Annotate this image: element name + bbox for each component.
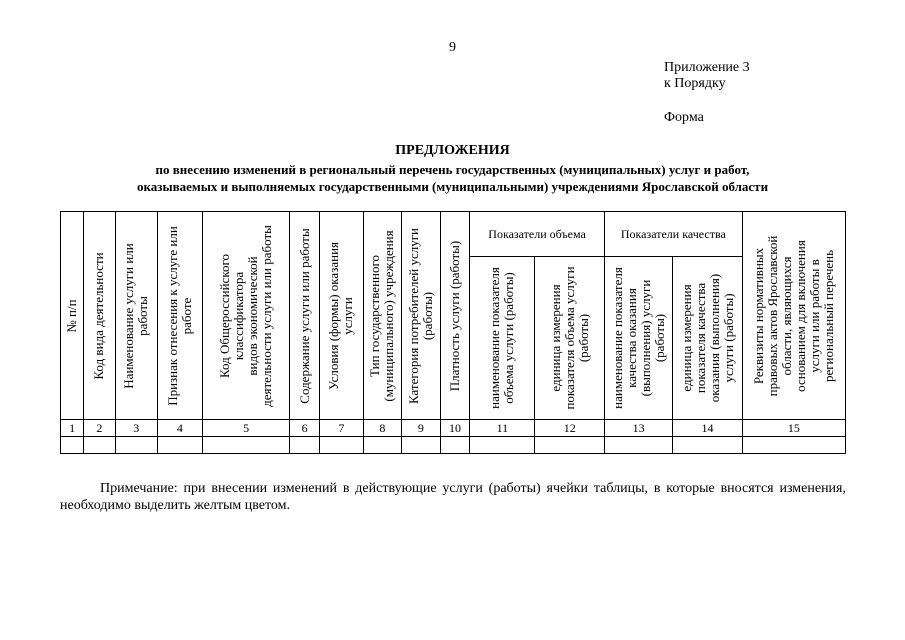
column-header-line: работы (135, 295, 151, 336)
column-header-line: Наименование услуги или (121, 242, 137, 389)
column-header-line: показателя объема услуги (561, 266, 577, 410)
column-header-line: Платность услуги (работы) (447, 240, 462, 391)
column-header-line: (работы) (575, 313, 591, 363)
table-cell[interactable] (363, 437, 401, 454)
column-header-line: (выполнения) услуги (637, 279, 653, 397)
column-number: 5 (203, 420, 290, 437)
table-cell[interactable] (742, 437, 845, 454)
header-cell (742, 212, 845, 420)
appendix-line-1: Приложение 3 (664, 60, 750, 75)
column-header-line: Код вида деятельности (91, 251, 107, 380)
column-header-line: единица измерения (678, 284, 694, 392)
column-number: 7 (319, 420, 363, 437)
group-header-quality: Показатели качества (604, 212, 742, 257)
header-cell (440, 212, 469, 420)
column-header-line: деятельности услуги или работы (259, 224, 275, 407)
column-header-line: оказания (выполнения) (706, 273, 722, 403)
table-cell[interactable] (535, 437, 604, 454)
header-cell (115, 212, 157, 420)
header-cell (203, 212, 290, 420)
header-cell (84, 212, 116, 420)
column-header-line: правовых актов Ярославской (764, 235, 780, 396)
column-header-line: Реквизиты нормативных (750, 247, 766, 384)
column-header-line: № п/п (64, 298, 80, 333)
appendix-line-2: к Порядку (664, 76, 726, 91)
column-number: 8 (363, 420, 401, 437)
table-cell[interactable] (319, 437, 363, 454)
column-number: 15 (742, 420, 845, 437)
column-header-line: Условия (формы) оказания (326, 241, 342, 390)
table-cell[interactable] (115, 437, 157, 454)
column-header-line: классификатора (231, 271, 247, 360)
column-number: 2 (84, 420, 116, 437)
header-cell (535, 257, 604, 420)
header-cell (363, 212, 401, 420)
header-cell (157, 212, 202, 420)
table-cell[interactable] (84, 437, 116, 454)
column-header-line: наименование показателя (609, 267, 625, 409)
column-number: 12 (535, 420, 604, 437)
column-number: 14 (673, 420, 742, 437)
column-header-line: Признак отнесения к услуге или (164, 225, 180, 406)
page-number: 9 (449, 40, 456, 55)
header-cell (604, 257, 672, 420)
column-number: 1 (61, 420, 84, 437)
table-cell[interactable] (203, 437, 290, 454)
table-cell[interactable] (401, 437, 440, 454)
table-cell[interactable] (157, 437, 202, 454)
form-label: Форма (664, 110, 704, 125)
document-title: ПРЕДЛОЖЕНИЯ (395, 143, 510, 158)
column-number: 6 (290, 420, 319, 437)
table-cell[interactable] (290, 437, 319, 454)
column-header-line: видов экономической (245, 255, 261, 376)
table-cell[interactable] (673, 437, 742, 454)
column-header-line: единица измерения (547, 284, 563, 392)
subtitle-line-1: по внесению изменений в региональный перечень государственных (муниципальных) услуг и работ, (155, 162, 750, 177)
header-cell (470, 257, 535, 420)
document-subtitle (60, 161, 845, 195)
column-header-line: Код Общероссийского (217, 253, 233, 378)
column-header-line: объема услуги (работы) (501, 272, 517, 404)
column-header-line: качества оказания (623, 288, 639, 388)
column-header-line: наименование показателя (487, 267, 503, 409)
column-header-line: Содержание услуги или работы (296, 227, 312, 404)
column-number: 11 (470, 420, 535, 437)
header-cell (290, 212, 319, 420)
column-header-line: услуги (работы) (720, 293, 736, 383)
column-header-line: показателя качества (692, 282, 708, 394)
column-number: 13 (604, 420, 672, 437)
column-header-line: услуги или работы в (806, 258, 822, 373)
proposal-table (60, 211, 846, 454)
column-header-line: основанием для включения (792, 239, 808, 392)
column-header-line: региональный перечень (820, 249, 836, 382)
column-header-line: (муниципального) учреждения (381, 229, 397, 402)
column-header-line: Категория потребителей услуги (405, 227, 421, 404)
table-cell[interactable] (61, 437, 84, 454)
header-cell (673, 257, 742, 420)
footnote: Примечание: при внесении изменений в действующие услуги (работы) ячейки таблицы, в которые вносятся изменения, необходимо выделить желтым цветом. (60, 481, 846, 513)
column-header-line: области, являющихся (778, 256, 794, 375)
appendix-reference (664, 60, 750, 92)
column-number: 4 (157, 420, 202, 437)
table-cell[interactable] (440, 437, 469, 454)
header-cell (319, 212, 363, 420)
empty-data-row (61, 437, 846, 454)
column-header-line: Тип государственного (367, 254, 383, 377)
group-header-volume: Показатели объема (470, 212, 605, 257)
column-header-line: работе (178, 297, 194, 334)
table-cell[interactable] (470, 437, 535, 454)
table-cell[interactable] (604, 437, 672, 454)
column-header-line: (работы) (651, 313, 667, 363)
column-header-line: (работы) (419, 291, 435, 340)
subtitle-line-2: оказываемых и выполняемых государственными (муниципальными) учреждениями Ярославской области (136, 179, 769, 194)
header-cell (61, 212, 84, 420)
column-header-line: услуги (340, 296, 356, 335)
column-number: 10 (440, 420, 469, 437)
header-cell (401, 212, 440, 420)
column-number: 9 (401, 420, 440, 437)
column-number: 3 (115, 420, 157, 437)
